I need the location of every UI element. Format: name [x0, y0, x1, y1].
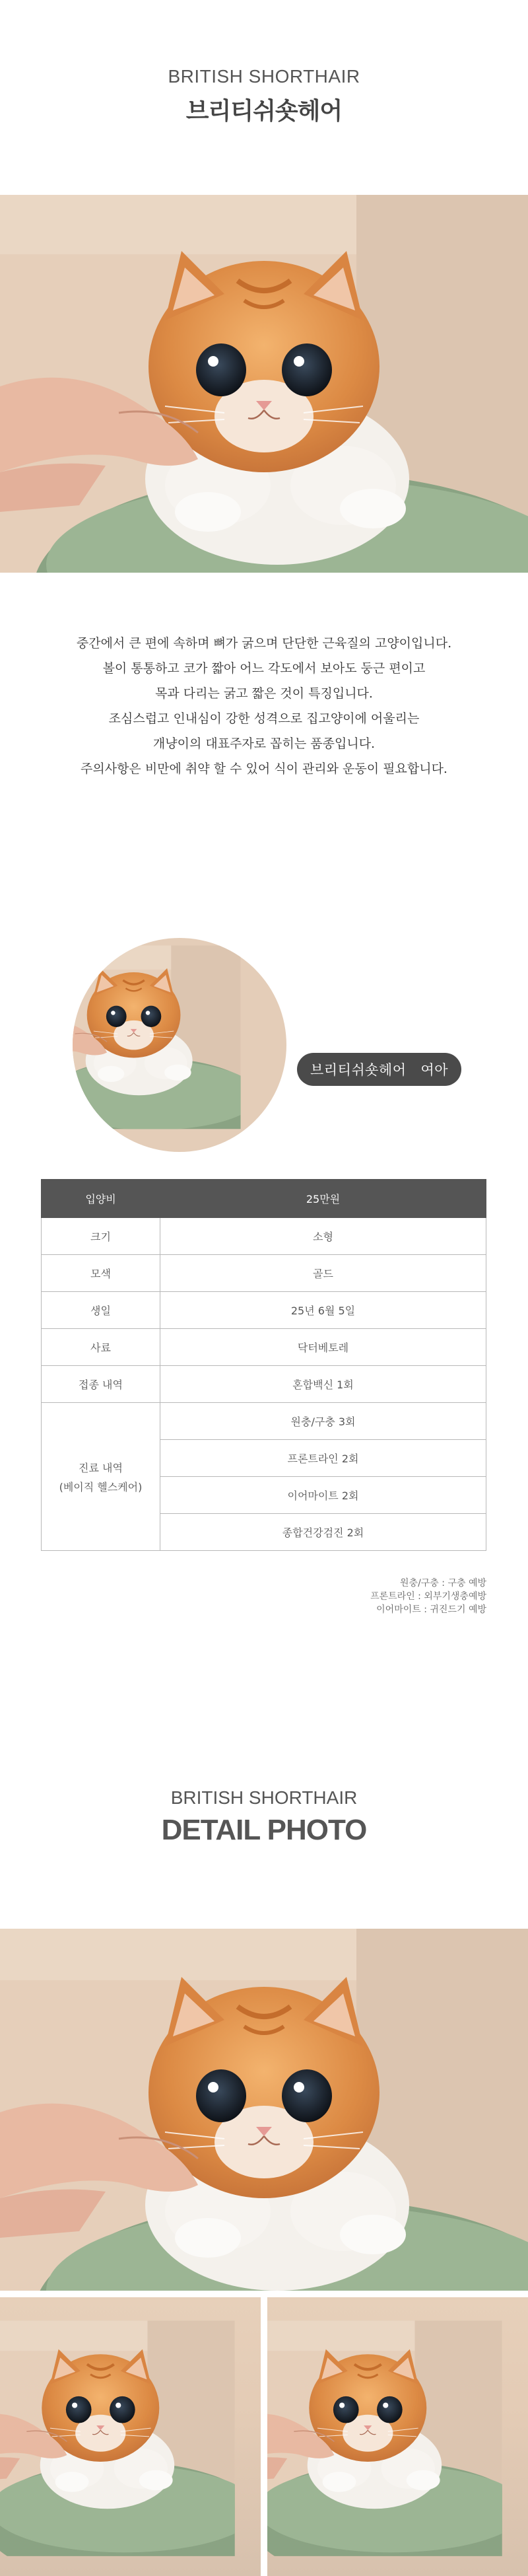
description-line: 조심스럽고 인내심이 강한 성격으로 집고양이에 어울리는 — [108, 711, 420, 726]
care-item: 이어마이트 2회 — [160, 1477, 486, 1514]
row-label: 크기 — [42, 1218, 160, 1255]
row-label: 모색 — [42, 1255, 160, 1292]
adoption-fee-value: 25만원 — [160, 1180, 486, 1218]
detail-photo-large — [0, 1929, 528, 2291]
table-row — [42, 1403, 486, 1440]
table-header-row — [42, 1180, 486, 1218]
care-label-cell — [42, 1403, 160, 1551]
care-sublabel: (베이직 헬스케어) — [59, 1480, 143, 1493]
hero-kitten-photo — [0, 195, 528, 573]
description-line: 볼이 통통하고 코가 짧아 어느 각도에서 보아도 둥근 편이고 — [102, 661, 426, 676]
detail-photo-right — [267, 2297, 528, 2576]
badge-sex: 여아 — [420, 1062, 449, 1078]
care-item: 원충/구충 3회 — [160, 1403, 486, 1440]
description-line: 개냥이의 대표주자로 꼽히는 품종입니다. — [152, 736, 376, 751]
care-item: 종합건강검진 2회 — [160, 1514, 486, 1551]
row-value: 닥터베토레 — [160, 1329, 486, 1366]
detail-photo-left — [0, 2297, 261, 2576]
info-table — [41, 1179, 486, 1551]
detail-header — [0, 1787, 528, 1847]
detail-english-title: BRITISH SHORTHAIR — [170, 1787, 358, 1808]
care-item: 프론트라인 2회 — [160, 1440, 486, 1477]
page-header — [0, 66, 528, 126]
description-line: 주의사항은 비만에 취약 할 수 있어 식이 관리와 운동이 필요합니다. — [81, 762, 447, 776]
note-line: 원충/구충 : 구충 예방 — [400, 1578, 486, 1589]
adoption-fee-label: 입양비 — [42, 1180, 160, 1218]
care-notes — [370, 1577, 486, 1616]
row-label: 생일 — [42, 1292, 160, 1329]
note-line: 프론트라인 : 외부기생충예방 — [370, 1591, 486, 1602]
row-value: 소형 — [160, 1218, 486, 1255]
care-label: 진료 내역 — [79, 1461, 123, 1474]
profile-photo — [73, 938, 286, 1152]
korean-title: 브리티쉬숏헤어 — [185, 98, 343, 125]
detail-title: DETAIL PHOTO — [161, 1814, 367, 1846]
english-title: BRITISH SHORTHAIR — [168, 66, 360, 87]
breed-sex-badge — [297, 1053, 461, 1086]
note-line: 이어마이트 : 귀진드기 예방 — [376, 1604, 486, 1615]
row-label: 접종 내역 — [42, 1366, 160, 1403]
row-value: 골드 — [160, 1255, 486, 1292]
row-label: 사료 — [42, 1329, 160, 1366]
description-line: 목과 다리는 굵고 짧은 것이 특징입니다. — [155, 686, 373, 701]
table-row — [42, 1366, 486, 1403]
table-row — [42, 1255, 486, 1292]
row-value: 혼합백신 1회 — [160, 1366, 486, 1403]
badge-breed: 브리티쉬숏헤어 — [310, 1062, 407, 1078]
description-line: 중간에서 큰 편에 속하며 뼈가 굵으며 단단한 근육질의 고양이입니다. — [76, 636, 452, 651]
row-value: 25년 6월 5일 — [160, 1292, 486, 1329]
breed-description — [0, 631, 528, 781]
table-row — [42, 1218, 486, 1255]
table-row — [42, 1292, 486, 1329]
table-row — [42, 1329, 486, 1366]
